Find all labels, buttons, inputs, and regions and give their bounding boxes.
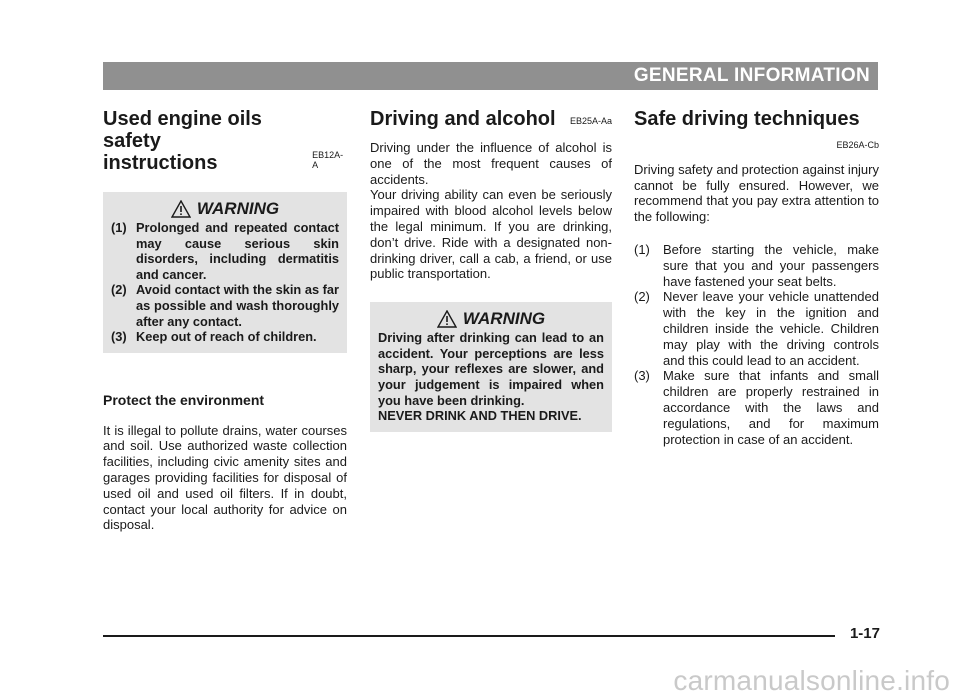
intro-text: Driving safety and protection against injury cannot be fully ensured. However, we recommend that you pay extra attention to the following:: [634, 161, 879, 225]
title-line-2: instructions: [103, 152, 218, 174]
page-number: 1-17: [849, 625, 880, 642]
warning-emphasis: NEVER DRINK AND THEN DRIVE.: [378, 408, 582, 424]
item-number: (2): [634, 289, 650, 305]
subheading-protect-environment: Protect the environment: [103, 391, 265, 408]
item-text: Prolonged and repeated contact may cause serious skin disorders, including dermatitis and cancer.: [136, 220, 339, 282]
warning-item: [111, 220, 339, 282]
section-code: EB25A-Aa: [569, 116, 612, 126]
item-number: (3): [111, 329, 127, 345]
item-text: Never leave your vehicle unattended with the key in the ignition and children inside the vehicle. Children may play with the driving controls and this could lead to an accident.: [663, 289, 879, 368]
warning-box-engine-oils: [103, 192, 347, 353]
heading-row: [370, 108, 612, 130]
section-code: EB12A-A: [312, 150, 344, 170]
item-text: Make sure that infants and small children are properly restrained in accordance with the laws and regulations, and for maximum protection in case of an accident.: [663, 368, 879, 447]
warning-list: [111, 220, 339, 345]
item-number: (1): [634, 241, 650, 257]
section-title-safe-driving: Safe driving techniques: [634, 108, 860, 130]
warning-triangle-icon: [171, 200, 191, 218]
warning-item: [111, 329, 339, 345]
column-safe-driving: [634, 108, 879, 447]
section-code: EB26A-Cb: [836, 140, 879, 150]
item-number: (3): [634, 368, 650, 384]
column-driving-alcohol: [370, 108, 612, 432]
warning-header: [378, 310, 604, 328]
section-header-title: GENERAL INFORMATION: [633, 65, 870, 86]
section-title-used-engine-oils: [103, 108, 312, 174]
body-text-environment: It is illegal to pollute drains, water courses and soil. Use authorized waste collection facilities, including civic amenity sites and garages providing facilities for disposal of used oil and used oil filters. If in doubt, contact your local authority for advice on disposal.: [103, 422, 347, 533]
item-text: Before starting the vehicle, make sure that you and your passengers have fastened your seat belts.: [663, 241, 879, 289]
body-paragraph-2: Your driving ability can even be seriously impaired with blood alcohol levels below the legal minimum. If you are drinking, don’t drive. Ride with a designated non-drinking driver, call a cab, a friend, or use public transportation.: [370, 187, 612, 282]
warning-header: [111, 200, 339, 218]
body-paragraph-1: Driving under the influence of alcohol is one of the most frequent causes of accidents.: [370, 140, 612, 187]
warning-triangle-icon: [437, 310, 457, 328]
safety-item: [634, 242, 879, 289]
safety-list: [634, 242, 879, 447]
safety-item: [634, 368, 879, 447]
warning-item: [111, 282, 339, 329]
section-title-driving-alcohol: Driving and alcohol: [370, 108, 556, 130]
warning-text: Driving after drinking can lead to an accident. Your perceptions are less sharp, your reflexes are slower, and your judgement is impaired when you have been drinking.: [378, 330, 604, 408]
title-line-1: Used engine oils safety: [103, 108, 262, 152]
item-text: Keep out of reach of children.: [136, 329, 317, 345]
item-number: (1): [111, 220, 127, 235]
footer-rule: [103, 635, 835, 637]
item-number: (2): [111, 282, 127, 298]
safety-item: [634, 289, 879, 368]
warning-title: WARNING: [462, 309, 546, 329]
column-used-engine-oils: [103, 108, 347, 533]
warning-box-alcohol: [370, 302, 612, 432]
section-header-band: [103, 62, 878, 90]
heading-row: [103, 108, 347, 174]
watermark-text: carmanualsonline.info: [673, 665, 950, 696]
item-text: Avoid contact with the skin as far as possible and wash thoroughly after any contact.: [136, 282, 339, 329]
warning-title: WARNING: [196, 199, 280, 219]
